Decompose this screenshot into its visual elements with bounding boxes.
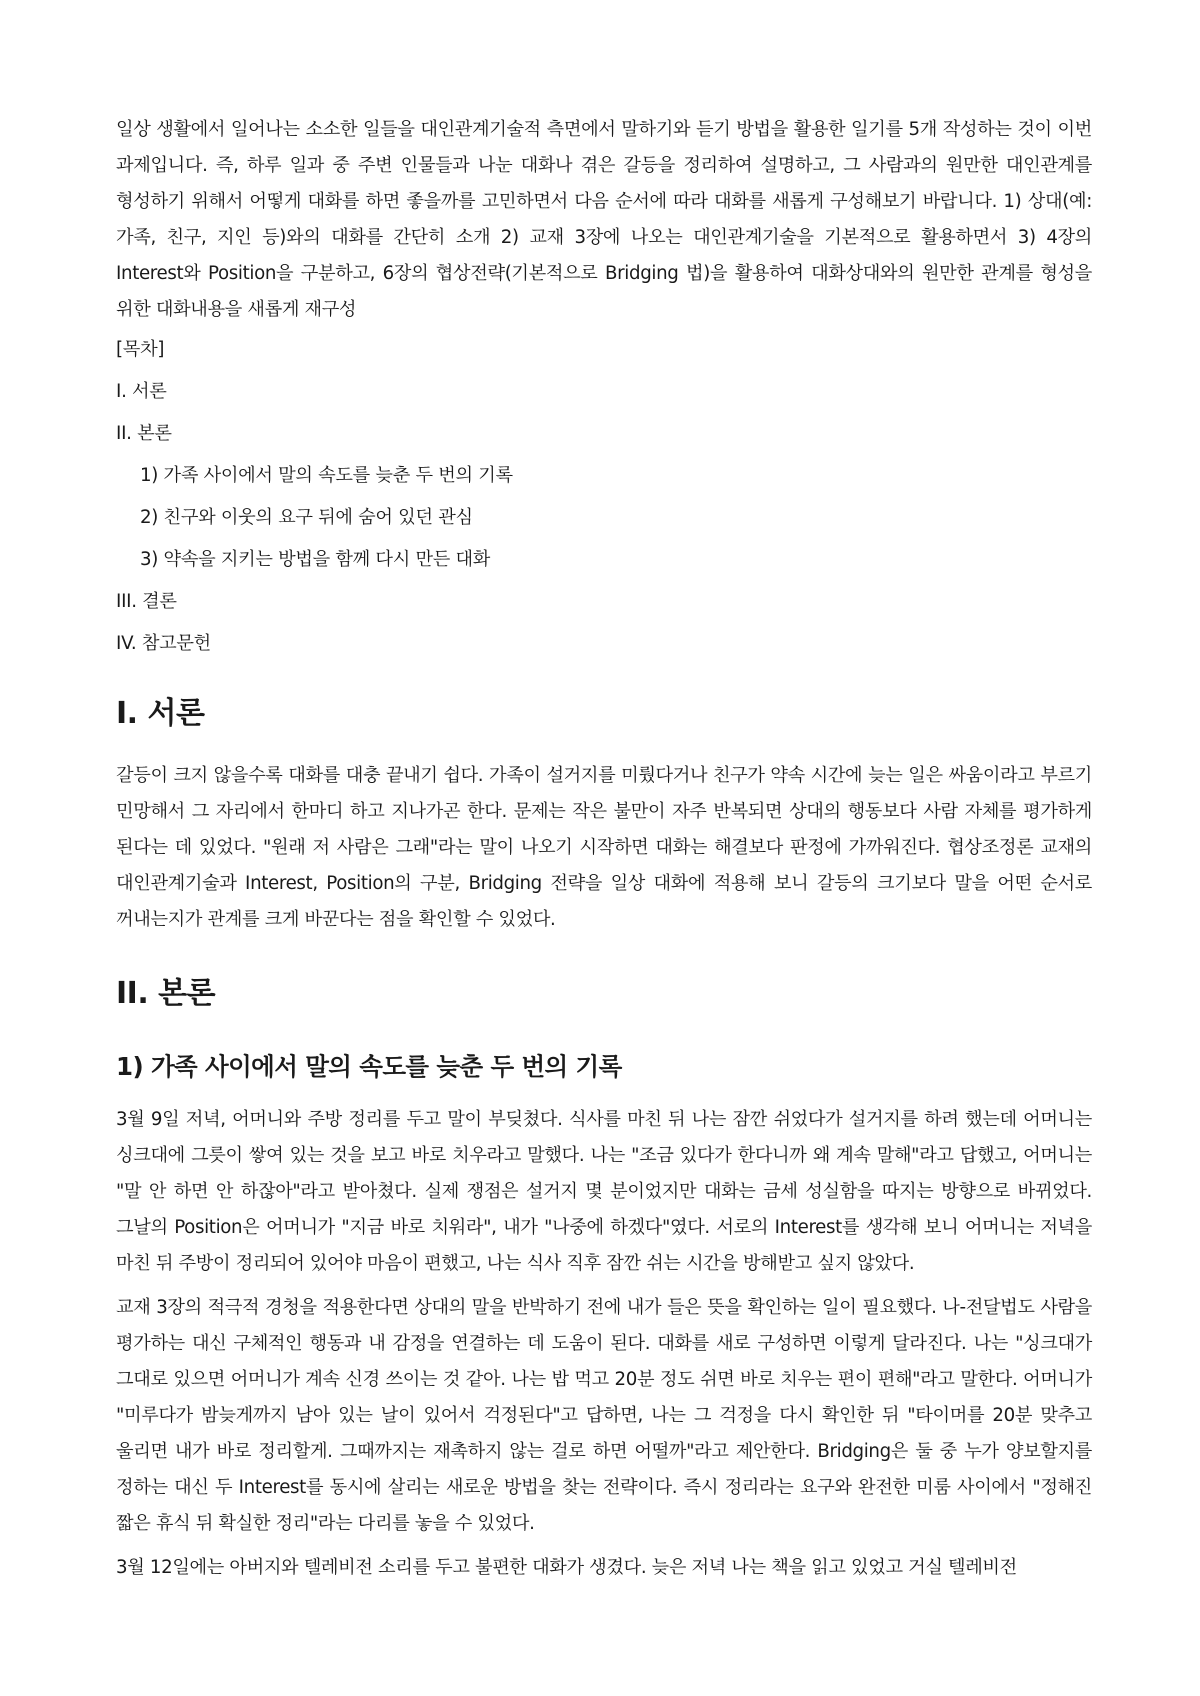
section-heading-introduction: I. 서론 [116,696,205,731]
toc-item-introduction: I. 서론 [116,381,167,402]
toc-subitem-family: 1) 가족 사이에서 말의 속도를 늦춘 두 번의 기록 [140,465,513,486]
assignment-description: 일상 생활에서 일어나는 소소한 일들을 대인관계기술적 측면에서 말하기와 듣기 방법을 활용한 일기를 5개 작성하는 것이 이번 과제입니다. 즉, 하루 일과 중 주변 인물들과 나눈 대화나 겪은 갈등을 정리하여 설명하고, 그 사람과의 원만한 대인관계를 형성하기 위해서 어떻게 대화를 하면 좋을까를 고민하면서 다음 순서에 따라 대화를 새롭게 구성해보기 바랍니다. 1) 상대(예: 가족, 친구, 지인 등)와의 대화를 간단히 소개 2) 교재 3장에 나오는 대인관계기술을 기본적으로 활용하면서 3) 4장의 Interest와 Position을 구분하고, 6장의 협상전략(기본적으로 Bridging 법)을 활용하여 대화상대와의 원만한 관계를 형성을 위한 대화내용을 새롭게 재구성 [116,119,1092,320]
toc-subitem-promise: 3) 약속을 지키는 방법을 함께 다시 만든 대화 [140,549,491,570]
body-paragraph: 3월 9일 저녁, 어머니와 주방 정리를 두고 말이 부딪쳤다. 식사를 마친 뒤 나는 잠깐 쉬었다가 설거지를 하려 했는데 어머니는 싱크대에 그릇이 쌓여 있는 것을 보고 바로 치우라고 말했다. 나는 "조금 있다가 한다니까 왜 계속 말해"라고 답했고, 어머니는 "말 안 하면 안 하잖아"라고 받아쳤다. 실제 쟁점은 설거지 몇 분이었지만 대화는 금세 성실함을 따지는 방향으로 바뀌었다. 그날의 Position은 어머니가 "지금 바로 치워라", 내가 "나중에 하겠다"였다. 서로의 Interest를 생각해 보니 어머니는 저녁을 마친 뒤 주방이 정리되어 있어야 마음이 편했고, 나는 식사 직후 잠깐 쉬는 시간을 방해받고 싶지 않았다. [116,1109,1092,1274]
body-paragraph: 3월 12일에는 아버지와 텔레비전 소리를 두고 불편한 대화가 생겼다. 늦은 저녁 나는 책을 읽고 있었고 거실 텔레비전 [116,1557,1017,1578]
toc-subitem-friends: 2) 친구와 이웃의 요구 뒤에 숨어 있던 관심 [140,507,473,528]
subsection-heading-family: 1) 가족 사이에서 말의 속도를 늦춘 두 번의 기록 [116,1052,622,1081]
toc-item-references: IV. 참고문헌 [116,633,211,654]
body-paragraph: 교재 3장의 적극적 경청을 적용한다면 상대의 말을 반박하기 전에 내가 들은 뜻을 확인하는 일이 필요했다. 나-전달법도 사람을 평가하는 대신 구체적인 행동과 내 감정을 연결하는 데 도움이 된다. 대화를 새로 구성하면 이렇게 달라진다. 나는 "싱크대가 그대로 있으면 어머니가 계속 신경 쓰이는 것 같아. 나는 밥 먹고 20분 정도 쉬면 바로 치우는 편이 편해"라고 말한다. 어머니가 "미루다가 밤늦게까지 남아 있는 날이 있어서 걱정된다"고 답하면, 나는 그 걱정을 다시 확인한 뒤 "타이머를 20분 맞추고 울리면 내가 바로 정리할게. 그때까지는 재촉하지 않는 걸로 하면 어떨까"라고 제안한다. Bridging은 둘 중 누가 양보할지를 정하는 대신 두 Interest를 동시에 살리는 새로운 방법을 찾는 전략이다. 즉시 정리라는 요구와 완전한 미룸 사이에서 "정해진 짧은 휴식 뒤 확실한 정리"라는 다리를 놓을 수 있었다. [116,1297,1092,1534]
toc-title: [목차] [116,339,165,360]
section-heading-body: II. 본론 [116,976,216,1011]
introduction-paragraph: 갈등이 크지 않을수록 대화를 대충 끝내기 쉽다. 가족이 설거지를 미뤘다거나 친구가 약속 시간에 늦는 일은 싸움이라고 부르기 민망해서 그 자리에서 한마디 하고 지나가곤 한다. 문제는 작은 불만이 자주 반복되면 상대의 행동보다 사람 자체를 평가하게 된다는 데 있었다. "원래 저 사람은 그래"라는 말이 나오기 시작하면 대화는 해결보다 판정에 가까워진다. 협상조정론 교재의 대인관계기술과 Interest, Position의 구분, Bridging 전략을 일상 대화에 적용해 보니 갈등의 크기보다 말을 어떤 순서로 꺼내는지가 관계를 크게 바꾼다는 점을 확인할 수 있었다. [116,765,1092,930]
toc-item-conclusion: III. 결론 [116,591,177,612]
toc-item-body: II. 본론 [116,423,172,444]
table-of-contents [116,336,1092,658]
